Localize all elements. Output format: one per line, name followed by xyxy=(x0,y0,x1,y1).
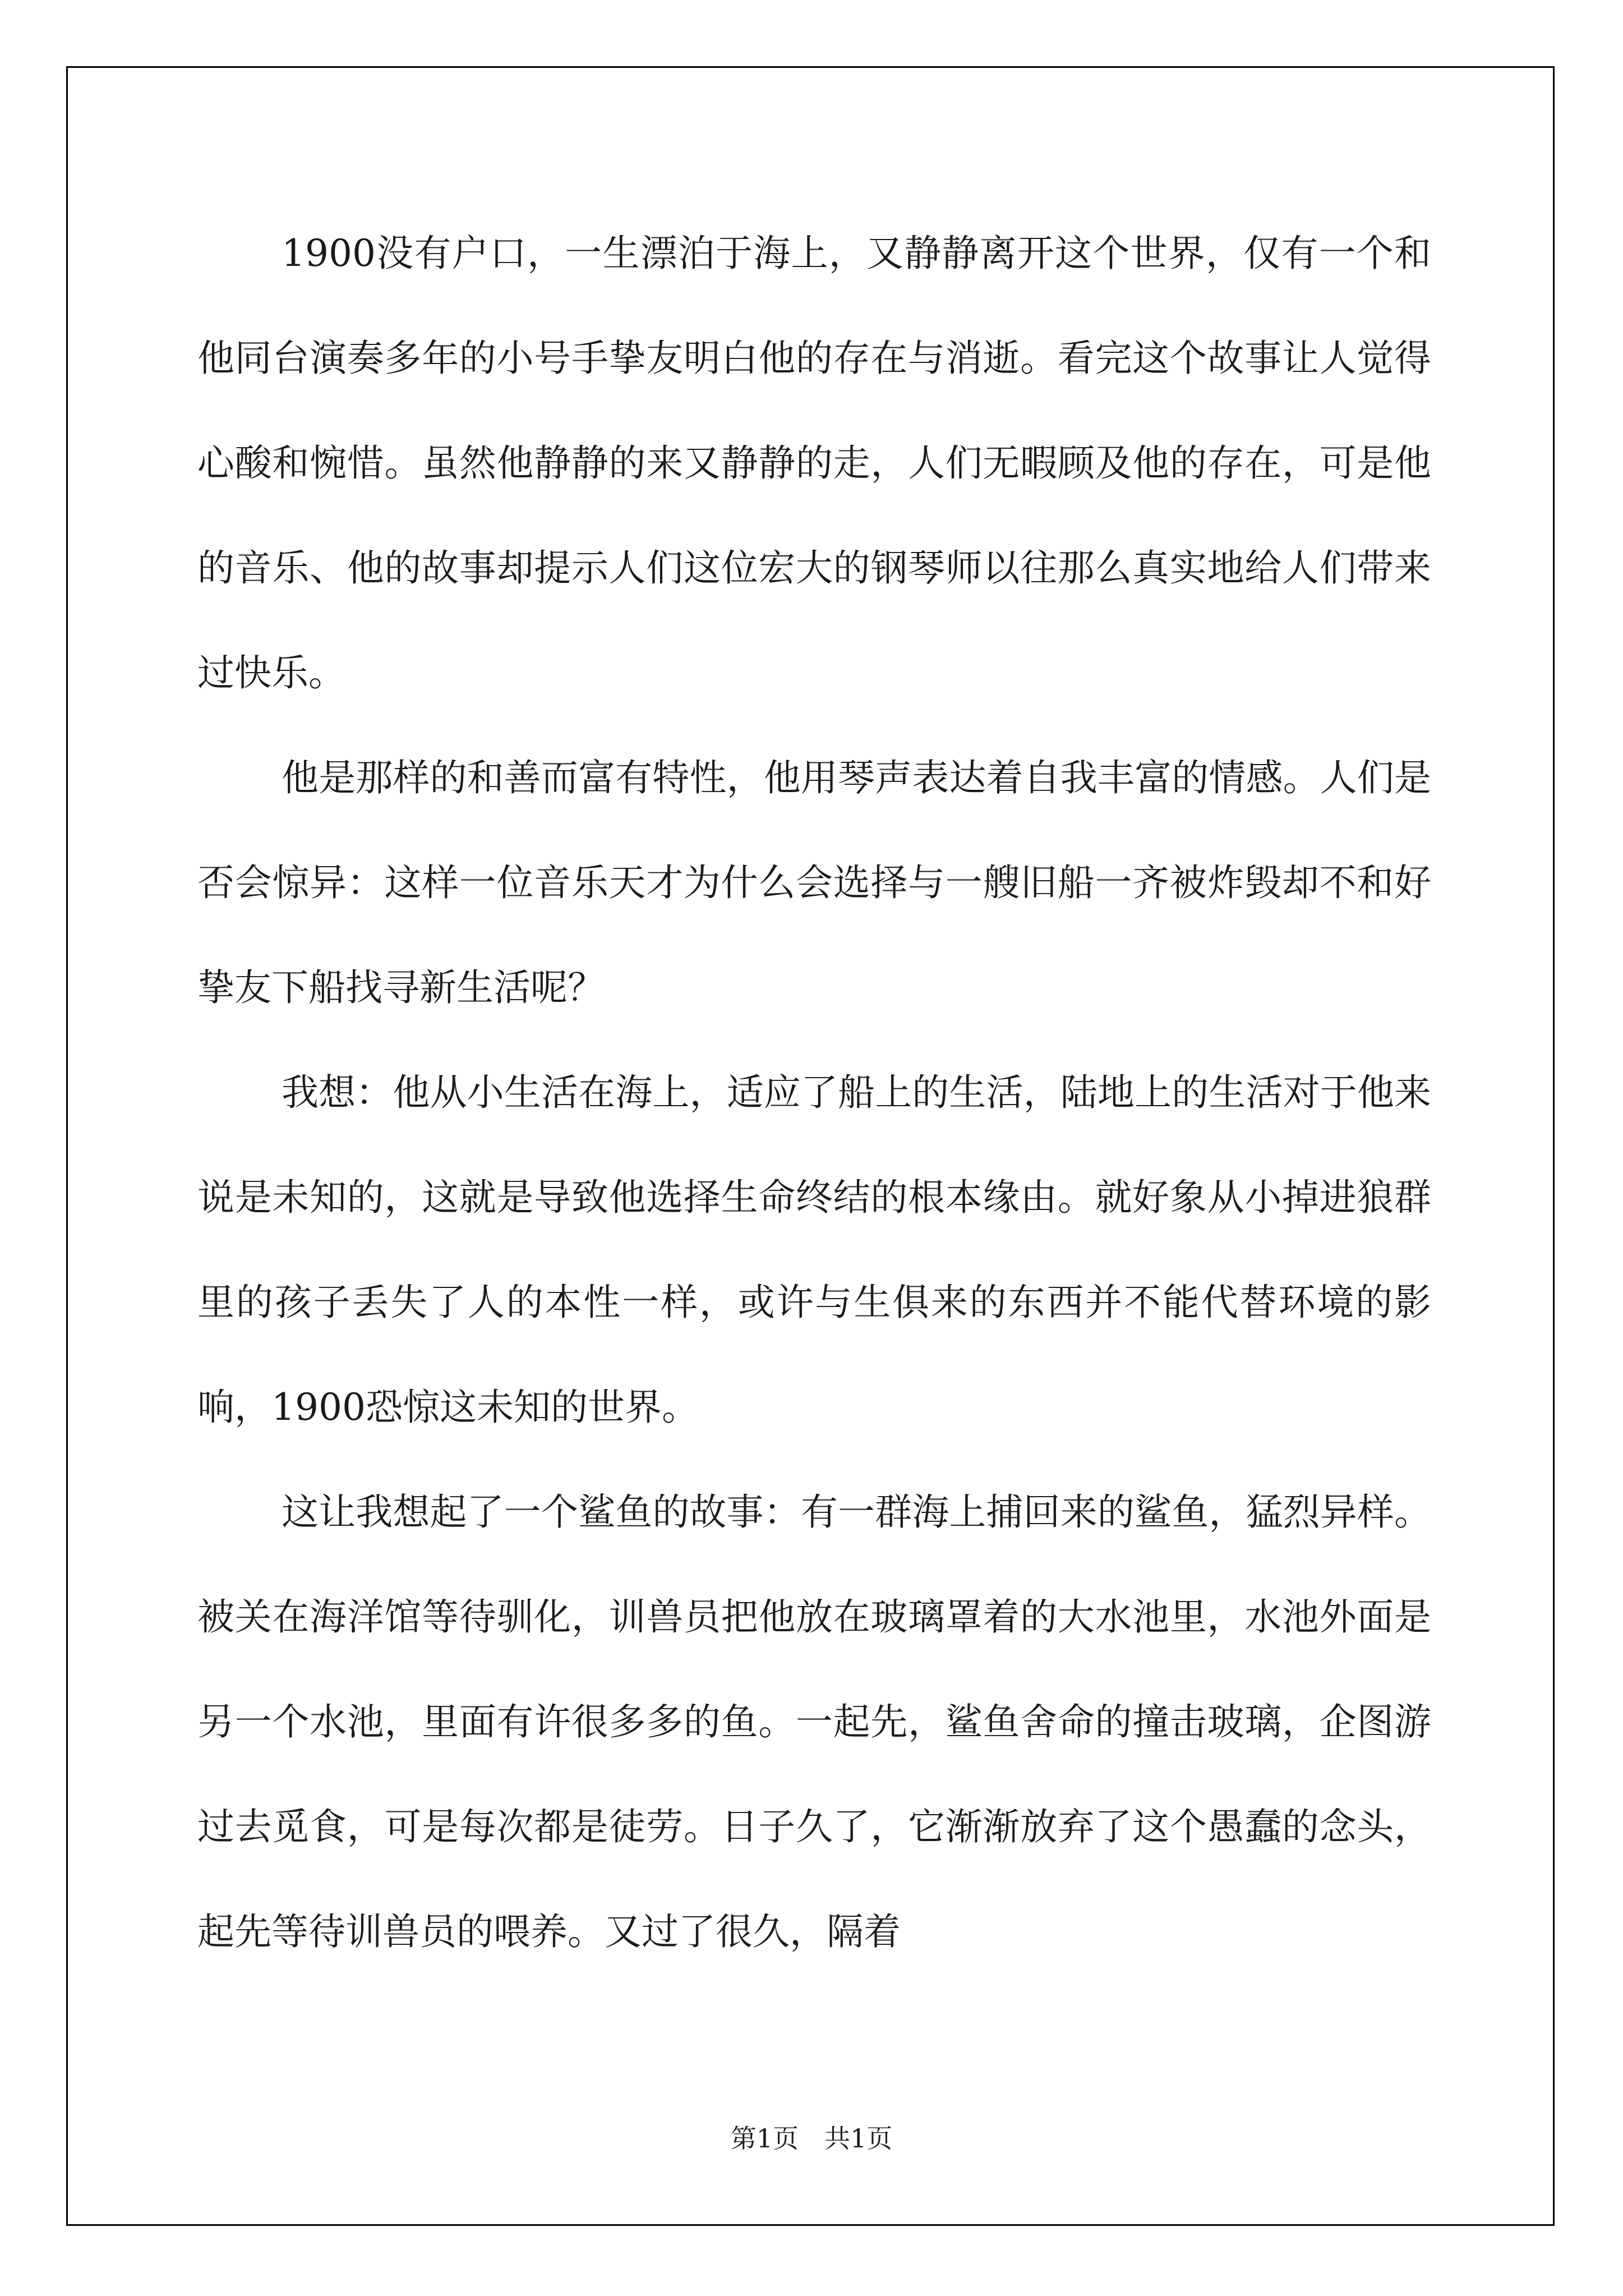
paragraph-4: 这让我想起了一个鲨鱼的故事：有一群海上捕回来的鲨鱼，猛烈异样。被关在海洋馆等待驯化，训兽员把他放在玻璃罩着的大水池里，水池外面是另一个水池，里面有许很多多的鱼。一起先，鲨鱼舍命的撞击玻璃，企图游过去觅食，可是每次都是徒劳。日子久了，它渐渐放弃了这个愚蠢的念头，起先等待训兽员的喂养。又过了很久，隔着 xyxy=(197,1490,1431,1953)
paragraph-2: 他是那样的和善而富有特性，他用琴声表达着自我丰富的情感。人们是否会惊异：这样一位音乐天才为什么会选择与一艘旧船一齐被炸毁却不和好挚友下船找寻新生活呢？ xyxy=(197,756,1431,1009)
document-body xyxy=(197,201,1431,1984)
page-footer: 第1页 共1页 xyxy=(730,2123,893,2154)
paragraph-3: 我想：他从小生活在海上，适应了船上的生活，陆地上的生活对于他来说是未知的，这就是导致他选择生命终结的根本缘由。就好象从小掉进狼群里的孩子丢失了人的本性一样，或许与生俱来的东西并不能代替环境的影响，1900恐惊这未知的世界。 xyxy=(197,1071,1431,1429)
paragraph-1: 1900没有户口，一生漂泊于海上，又静静离开这个世界，仅有一个和他同台演奏多年的小号手挚友明白他的存在与消逝。看完这个故事让人觉得心酸和惋惜。虽然他静静的来又静静的走，人们无暇顾及他的存在，可是他的音乐、他的故事却提示人们这位宏大的钢琴师以往那么真实地给人们带来过快乐。 xyxy=(197,232,1431,694)
